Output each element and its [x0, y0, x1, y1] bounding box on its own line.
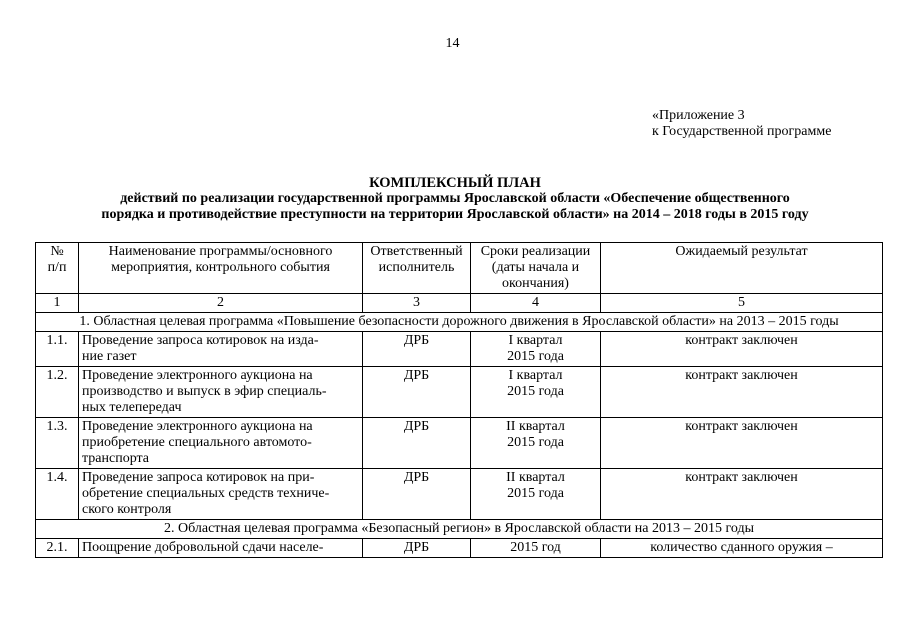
row-period-line: 2015 года	[507, 349, 564, 364]
header-name-line: Наименование программы/основного	[108, 244, 333, 259]
row-name-line: ние газет	[82, 349, 137, 364]
section-title: 2. Областная целевая программа «Безопасный регион» в Ярославской области на 2013 – 2015 годы	[36, 520, 883, 539]
row-period-line: II квартал	[506, 470, 565, 485]
row-name-line: транспорта	[82, 451, 150, 466]
table-row	[36, 418, 883, 469]
row-number: 1.2.	[36, 367, 79, 418]
row-executor: ДРБ	[363, 332, 471, 367]
row-result: контракт заключен	[601, 367, 883, 418]
row-result: контракт заключен	[601, 469, 883, 520]
title-main: КОМПЛЕКСНЫЙ ПЛАН	[369, 175, 541, 191]
row-result: контракт заключен	[601, 418, 883, 469]
row-name-line: ского контроля	[82, 502, 172, 517]
column-number: 4	[471, 294, 601, 313]
row-period-line: 2015 года	[507, 435, 564, 450]
appendix-line-2: к Государственной программе	[652, 124, 832, 139]
header-result	[601, 243, 883, 294]
row-name-line: Поощрение добровольной сдачи населе-	[82, 540, 324, 555]
row-period-line: I квартал	[508, 333, 563, 348]
header-name-line: мероприятия, контрольного события	[111, 260, 330, 275]
row-executor: ДРБ	[363, 539, 471, 558]
row-period-line: II квартал	[506, 419, 565, 434]
row-result: контракт заключен	[601, 332, 883, 367]
table-row	[36, 367, 883, 418]
row-executor: ДРБ	[363, 469, 471, 520]
row-period	[471, 367, 601, 418]
row-name	[79, 469, 363, 520]
row-period-line: I квартал	[508, 368, 563, 383]
column-number: 2	[79, 294, 363, 313]
row-period-line: 2015 года	[507, 486, 564, 501]
header-executor-line: Ответственный	[370, 244, 463, 259]
row-name-line: ных телепередач	[82, 400, 182, 415]
row-period	[471, 332, 601, 367]
row-period	[471, 418, 601, 469]
header-executor-line: исполнитель	[378, 260, 455, 275]
table-row	[36, 539, 883, 558]
column-number: 5	[601, 294, 883, 313]
row-name-line: Проведение запроса котировок на изда-	[82, 333, 319, 348]
row-result: количество сданного оружия –	[601, 539, 883, 558]
row-executor: ДРБ	[363, 367, 471, 418]
row-name-line: Проведение электронного аукциона на	[82, 368, 313, 383]
row-number: 1.4.	[36, 469, 79, 520]
header-period	[471, 243, 601, 294]
column-number: 3	[363, 294, 471, 313]
header-executor	[363, 243, 471, 294]
header-result-line: Ожидаемый результат	[675, 244, 808, 259]
row-executor: ДРБ	[363, 418, 471, 469]
page-number: 14	[445, 36, 460, 51]
row-number: 1.3.	[36, 418, 79, 469]
row-name-line: обретение специальных средств техниче-	[82, 486, 330, 501]
title-line-2: действий по реализации государственной программы Ярославской области «Обеспечение общественного	[120, 191, 790, 206]
section-row	[36, 520, 883, 539]
appendix-note	[652, 108, 831, 140]
header-number-line: №	[50, 244, 64, 259]
row-period-line: 2015 год	[510, 540, 561, 555]
row-name	[79, 367, 363, 418]
plan-table	[35, 242, 883, 558]
row-name-line: приобретение специального автомото-	[82, 435, 312, 450]
column-number-row	[36, 294, 883, 313]
row-name	[79, 418, 363, 469]
table-row	[36, 469, 883, 520]
column-number: 1	[36, 294, 79, 313]
table-header-row	[36, 243, 883, 294]
document-title	[40, 175, 870, 223]
row-number: 1.1.	[36, 332, 79, 367]
appendix-line-1: «Приложение 3	[652, 108, 745, 123]
row-name	[79, 539, 363, 558]
section-title: 1. Областная целевая программа «Повышение безопасности дорожного движения в Ярославской области» на 2013 – 2015 годы	[36, 313, 883, 332]
row-period	[471, 539, 601, 558]
title-line-3: порядка и противодействие преступности на территории Ярославской области» на 2014 – 2018 годы в 2015 году	[101, 207, 809, 222]
row-name	[79, 332, 363, 367]
header-period-line: Сроки реализации	[480, 244, 591, 259]
row-name-line: Проведение электронного аукциона на	[82, 419, 313, 434]
header-period-line: (даты начала и	[491, 260, 580, 275]
row-name-line: Проведение запроса котировок на при-	[82, 470, 315, 485]
table-row	[36, 332, 883, 367]
header-name	[79, 243, 363, 294]
row-period-line: 2015 года	[507, 384, 564, 399]
header-number	[36, 243, 79, 294]
row-period	[471, 469, 601, 520]
header-period-line: окончания)	[502, 276, 569, 291]
row-name-line: производство и выпуск в эфир специаль-	[82, 384, 327, 399]
row-number: 2.1.	[36, 539, 79, 558]
section-row	[36, 313, 883, 332]
header-number-line: п/п	[47, 260, 67, 275]
